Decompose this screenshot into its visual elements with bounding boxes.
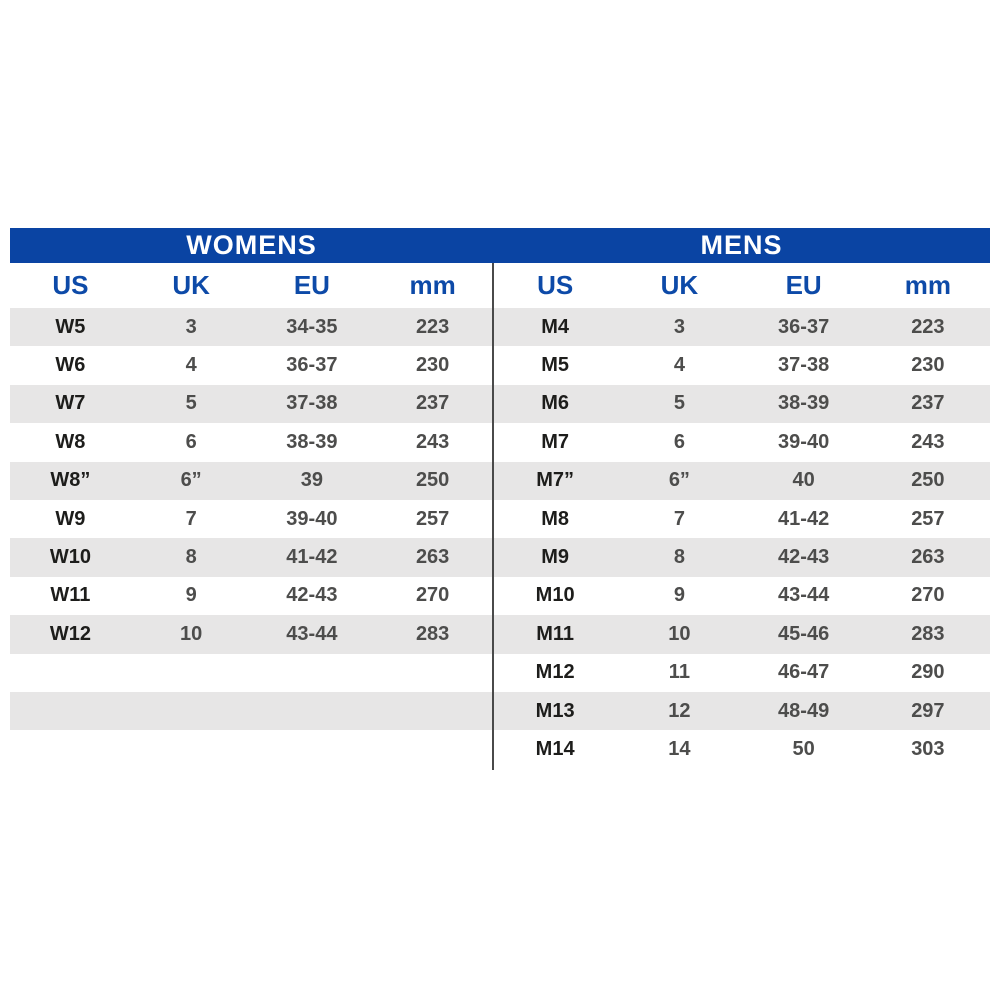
womens-row-6-mm-cell: 257 bbox=[415, 507, 450, 530]
womens-row-6-uk-cell: 7 bbox=[185, 507, 197, 530]
womens-row-12 bbox=[10, 730, 493, 768]
mens-row-9-us-cell: M11 bbox=[536, 622, 575, 645]
womens-row-2-eu-cell: 36-37 bbox=[286, 354, 338, 377]
womens-row-9-us-cell: W12 bbox=[49, 622, 91, 645]
womens-row-3-mm-cell: 237 bbox=[415, 392, 450, 415]
mens-row-3-uk-cell: 5 bbox=[673, 392, 685, 415]
mens-section-title: MENS bbox=[700, 230, 783, 260]
womens-column-headers bbox=[10, 263, 493, 308]
womens-row-1 bbox=[10, 308, 493, 346]
mens-row-8-uk-cell: 9 bbox=[673, 584, 685, 607]
womens-row-8-mm-cell: 270 bbox=[415, 584, 450, 607]
mens-row-2-uk-cell: 4 bbox=[673, 354, 685, 377]
mens-row-7 bbox=[493, 538, 990, 576]
mens-row-10 bbox=[493, 654, 990, 692]
mens-row-10-uk-cell: 11 bbox=[668, 661, 690, 684]
mens-row-9-eu-cell: 45-46 bbox=[778, 622, 830, 645]
mens-row-6-us-cell: M8 bbox=[541, 507, 570, 530]
column-header-row bbox=[10, 263, 990, 308]
mens-row-1 bbox=[493, 308, 990, 346]
mens-row-9-uk-cell: 10 bbox=[668, 622, 691, 645]
womens-row-1-us-cell: W5 bbox=[55, 315, 86, 338]
mens-row-11-eu-cell: 48-49 bbox=[778, 699, 830, 722]
womens-row-11-eu-cell bbox=[252, 692, 373, 730]
mens-row-1-uk-cell: 3 bbox=[673, 315, 685, 338]
womens-row-12-mm-cell bbox=[372, 730, 493, 768]
womens-row-12-uk-cell bbox=[131, 730, 252, 768]
womens-row-7-uk-cell: 8 bbox=[185, 546, 197, 569]
womens-column-header-us: US bbox=[52, 270, 89, 300]
womens-row-6-us-cell: W9 bbox=[55, 507, 86, 530]
womens-row-10 bbox=[10, 654, 493, 692]
mens-column-header-eu: EU bbox=[785, 270, 822, 300]
mens-row-6-eu-cell: 41-42 bbox=[778, 507, 830, 530]
mens-row-7-mm-cell: 263 bbox=[911, 546, 945, 569]
womens-row-2-mm-cell: 230 bbox=[415, 354, 450, 377]
womens-row-8-eu-cell: 42-43 bbox=[286, 584, 338, 607]
table-row-8 bbox=[10, 577, 990, 615]
mens-row-7-uk-cell: 8 bbox=[673, 546, 685, 569]
mens-row-8-mm-cell: 270 bbox=[911, 584, 945, 607]
mens-row-5-eu-cell: 40 bbox=[792, 469, 815, 492]
womens-row-1-uk-cell: 3 bbox=[185, 315, 197, 338]
mens-row-11-us-cell: M13 bbox=[535, 699, 575, 722]
womens-row-7-eu-cell: 41-42 bbox=[286, 546, 338, 569]
womens-row-3-uk-cell: 5 bbox=[185, 392, 197, 415]
womens-row-4-eu-cell: 38-39 bbox=[286, 430, 338, 453]
womens-row-6-eu-cell: 39-40 bbox=[286, 507, 338, 530]
table-row-9 bbox=[10, 615, 990, 653]
table-row-10 bbox=[10, 654, 990, 692]
mens-column-headers bbox=[493, 263, 990, 308]
table-divider bbox=[492, 263, 494, 770]
womens-row-1-mm-cell: 223 bbox=[415, 315, 450, 338]
mens-row-5 bbox=[493, 462, 990, 500]
table-body bbox=[10, 308, 990, 769]
womens-row-4-uk-cell: 6 bbox=[185, 430, 197, 453]
womens-row-11 bbox=[10, 692, 493, 730]
mens-row-8 bbox=[493, 577, 990, 615]
mens-row-5-uk-cell: 6” bbox=[668, 469, 690, 492]
mens-row-10-us-cell: M12 bbox=[535, 661, 575, 684]
mens-row-3-us-cell: M6 bbox=[541, 392, 570, 415]
womens-row-10-eu-cell bbox=[252, 654, 373, 692]
mens-column-header-mm: mm bbox=[904, 270, 951, 300]
mens-row-10-mm-cell: 290 bbox=[911, 661, 945, 684]
mens-row-8-us-cell: M10 bbox=[535, 584, 575, 607]
table-row-7 bbox=[10, 538, 990, 576]
womens-row-2 bbox=[10, 346, 493, 384]
mens-row-12-uk-cell: 14 bbox=[668, 737, 691, 760]
womens-row-12-us-cell bbox=[10, 730, 131, 768]
womens-section-title: WOMENS bbox=[186, 230, 317, 260]
mens-row-10-eu-cell: 46-47 bbox=[778, 661, 830, 684]
womens-row-7-mm-cell: 263 bbox=[415, 546, 450, 569]
mens-row-3-eu-cell: 38-39 bbox=[778, 392, 830, 415]
mens-row-2-eu-cell: 37-38 bbox=[778, 354, 830, 377]
mens-row-6-mm-cell: 257 bbox=[911, 507, 945, 530]
table-row-4 bbox=[10, 423, 990, 461]
mens-row-2-mm-cell: 230 bbox=[911, 354, 945, 377]
table-row-12 bbox=[10, 730, 990, 768]
mens-row-12-mm-cell: 303 bbox=[911, 737, 945, 760]
mens-row-11-uk-cell: 12 bbox=[668, 699, 691, 722]
mens-row-4-eu-cell: 39-40 bbox=[778, 430, 830, 453]
womens-row-11-uk-cell bbox=[131, 692, 252, 730]
womens-row-9-uk-cell: 10 bbox=[180, 622, 203, 645]
womens-row-1-eu-cell: 34-35 bbox=[286, 315, 338, 338]
mens-row-11-mm-cell: 297 bbox=[911, 699, 945, 722]
mens-row-4-uk-cell: 6 bbox=[673, 430, 685, 453]
womens-row-8-us-cell: W11 bbox=[50, 584, 91, 607]
mens-row-11 bbox=[493, 692, 990, 730]
womens-row-8-uk-cell: 9 bbox=[185, 584, 197, 607]
mens-row-8-eu-cell: 43-44 bbox=[778, 584, 830, 607]
womens-row-3-eu-cell: 37-38 bbox=[286, 392, 338, 415]
womens-row-6 bbox=[10, 500, 493, 538]
womens-row-10-us-cell bbox=[10, 654, 131, 692]
mens-row-9-mm-cell: 283 bbox=[911, 622, 945, 645]
womens-row-5 bbox=[10, 462, 493, 500]
mens-row-1-mm-cell: 223 bbox=[911, 315, 945, 338]
mens-row-6-uk-cell: 7 bbox=[673, 507, 685, 530]
mens-row-12 bbox=[493, 730, 990, 768]
mens-column-header-uk: UK bbox=[660, 270, 699, 300]
womens-row-4-us-cell: W8 bbox=[55, 430, 86, 453]
mens-row-5-us-cell: M7” bbox=[536, 469, 575, 492]
mens-row-1-eu-cell: 36-37 bbox=[778, 315, 830, 338]
womens-row-10-uk-cell bbox=[131, 654, 252, 692]
table-row-6 bbox=[10, 500, 990, 538]
mens-row-6 bbox=[493, 500, 990, 538]
mens-row-3 bbox=[493, 385, 990, 423]
womens-row-10-mm-cell bbox=[372, 654, 493, 692]
mens-row-9 bbox=[493, 615, 990, 653]
womens-row-5-eu-cell: 39 bbox=[300, 469, 323, 492]
womens-row-5-mm-cell: 250 bbox=[415, 469, 450, 492]
womens-row-12-eu-cell bbox=[252, 730, 373, 768]
womens-column-header-mm: mm bbox=[409, 270, 456, 300]
mens-row-12-us-cell: M14 bbox=[535, 737, 575, 760]
womens-row-5-uk-cell: 6” bbox=[180, 469, 202, 492]
mens-row-5-mm-cell: 250 bbox=[911, 469, 945, 492]
size-chart-table bbox=[10, 228, 990, 769]
table-row-2 bbox=[10, 346, 990, 384]
womens-row-11-mm-cell bbox=[372, 692, 493, 730]
womens-row-4-mm-cell: 243 bbox=[415, 430, 450, 453]
mens-row-2 bbox=[493, 346, 990, 384]
mens-row-4-us-cell: M7 bbox=[541, 430, 570, 453]
womens-row-9-eu-cell: 43-44 bbox=[286, 622, 338, 645]
table-header-band bbox=[10, 228, 990, 263]
mens-column-header-us: US bbox=[537, 270, 574, 300]
mens-row-2-us-cell: M5 bbox=[541, 354, 570, 377]
mens-row-3-mm-cell: 237 bbox=[911, 392, 945, 415]
mens-row-7-eu-cell: 42-43 bbox=[778, 546, 830, 569]
womens-row-3 bbox=[10, 385, 493, 423]
womens-column-header-uk: UK bbox=[172, 270, 210, 300]
womens-row-9-mm-cell: 283 bbox=[415, 622, 450, 645]
womens-row-7-us-cell: W10 bbox=[49, 546, 91, 569]
table-row-3 bbox=[10, 385, 990, 423]
mens-row-1-us-cell: M4 bbox=[541, 315, 570, 338]
table-row-5 bbox=[10, 462, 990, 500]
table-row-11 bbox=[10, 692, 990, 730]
womens-row-9 bbox=[10, 615, 493, 653]
womens-row-2-uk-cell: 4 bbox=[185, 354, 197, 377]
womens-row-4 bbox=[10, 423, 493, 461]
mens-row-4 bbox=[493, 423, 990, 461]
mens-row-4-mm-cell: 243 bbox=[911, 430, 945, 453]
table-row-1 bbox=[10, 308, 990, 346]
womens-row-11-us-cell bbox=[10, 692, 131, 730]
womens-row-5-us-cell: W8” bbox=[50, 469, 91, 492]
womens-row-2-us-cell: W6 bbox=[55, 354, 86, 377]
womens-row-8 bbox=[10, 577, 493, 615]
mens-row-12-eu-cell: 50 bbox=[792, 737, 815, 760]
mens-row-7-us-cell: M9 bbox=[541, 546, 570, 569]
womens-row-7 bbox=[10, 538, 493, 576]
womens-column-header-eu: EU bbox=[293, 270, 330, 300]
womens-row-3-us-cell: W7 bbox=[55, 392, 86, 415]
